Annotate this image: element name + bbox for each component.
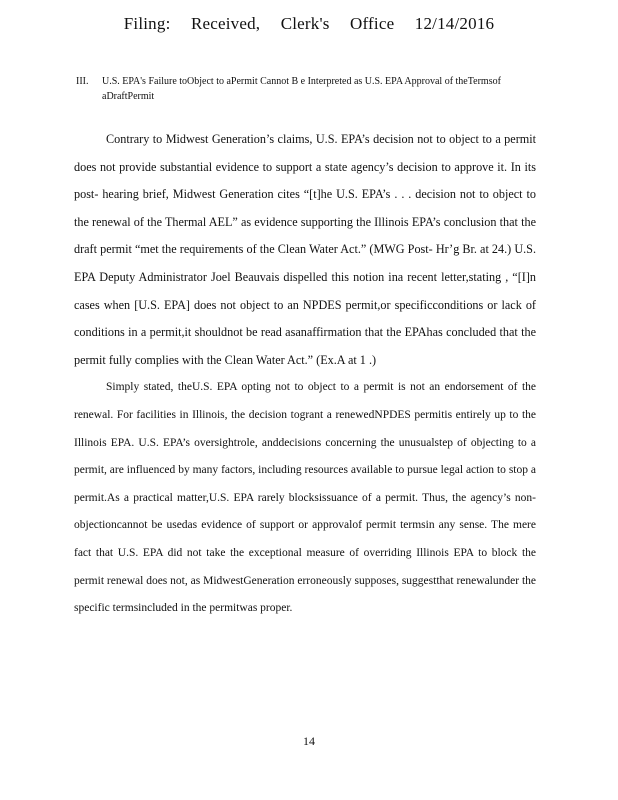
paragraph: Contrary to Midwest Generation’s claims, U.S. EPA’s decision not to object to a permit does not provide substantial evidence to support a state agency’s decision to approve it. In its post- hearing brief, Midwest Generation cites “[t]he U.S. EPA’s . . . decision not to object to the renewal of the Thermal AEL” as evidence supporting the Illinois EPA’s conclusion that the draft permit “met the requirements of the Clean Water Act.” (MWG Post- Hr’g Br. at 24.) U.S. EPA Deputy Administrator Joel Beauvais dispelled this notion ina recent letter,stating , “[I]n cases when [U.S. EPA] does not object to an NPDES permit,or specificconditions or lack of conditions in a permit,it shouldnot be read asanaffirmation that the EPAhas concluded that the permit fully complies with the Clean Water Act.” (Ex.A at 1 .) — [74, 132, 536, 367]
filing-date: 12/14/2016 — [414, 14, 495, 33]
office-label: Office — [350, 14, 395, 33]
received-label: Received, — [190, 14, 261, 33]
filing-header — [0, 14, 618, 34]
page-number: 14 — [303, 734, 315, 748]
paragraph: Simply stated, theU.S. EPA opting not to object to a permit is not an endorsement of the renewal. For facilities in Illinois, the decision togrant a renewedNPDES permitis entirely up to the Illinois EPA. U.S. EPA’s oversightrole, anddecisions concerning the unusualstep of objecting to a permit, are influenced by many factors, including resources available to pursue legal action to stop a permit.As a practical matter,U.S. EPA rarely blocksissuance of a permit. Thus, the agency’s non-objectioncannot be usedas evidence of support or approvalof permit termsin any sense. The mere fact that U.S. EPA did not take the exceptional measure of overriding Illinois EPA to block the permit renewal does not, as MidwestGeneration erroneously supposes, suggestthat renewalunder the specific termsincluded in the permitwas proper. — [74, 381, 536, 615]
section-heading — [76, 74, 546, 104]
section-title: U.S. EPA's Failure toObject to aPermit Cannot B e Interpreted as U.S. EPA Approval of theTermsof aDraftPermit — [102, 76, 501, 102]
clerks-label: Clerk's — [280, 14, 330, 33]
body-text — [74, 126, 536, 623]
filing-label: Filing: — [123, 14, 171, 33]
section-number: III. — [76, 76, 89, 87]
